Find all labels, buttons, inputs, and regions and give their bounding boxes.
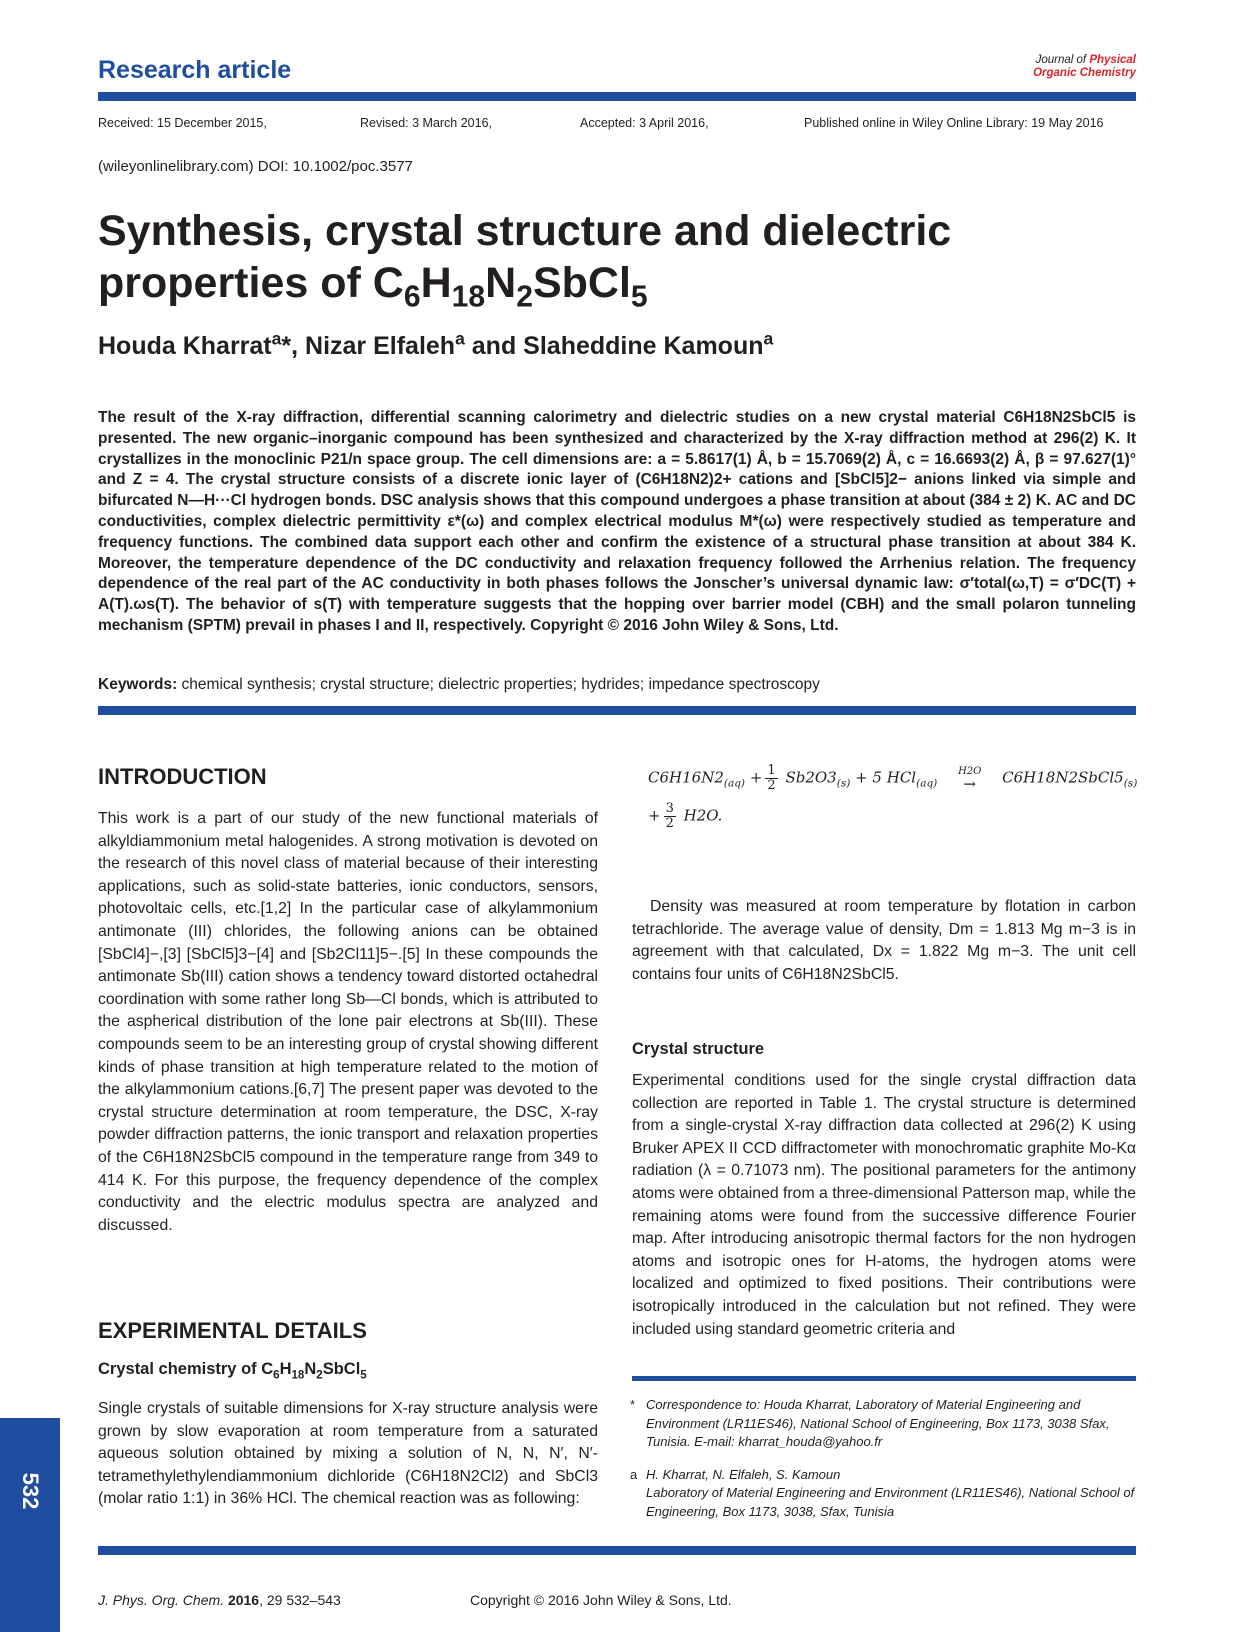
abstract: The result of the X-ray diffraction, differential scanning calorimetry and dielectric studies on a new crystal material C6H18N2SbCl5 is presented. The new organic–inorganic compound has been synthesized and characterized by the X-ray diffraction method at 296(2) K. It crystallizes in the monoclinic P21/n space group. The cell dimensions are: a = 5.8617(1) Å, b = 15.7069(2) Å, c = 16.6693(2) Å, β = 97.627(1)° and Z = 4. The crystal structure consists of a discrete ionic layer of (C6H18N2)2+ cations and [SbCl5]2− anions linked via simple and bifurcated N—H···Cl hydrogen bonds. DSC analysis shows that this compound undergoes a phase transition at about (384 ± 2) K. AC and DC conductivities, complex dielectric permittivity ε*(ω) and complex electrical modulus M*(ω) were respectively studied as temperature and frequency functions. The combined data support each other and confirm the existence of a structural phase transition at about 384 K. Moreover, the temperature dependence of the DC conductivity and relaxation frequency followed the Arrhenius relation. The frequency dependence of the real part of the AC conductivity in both phases follows the Jonscher’s universal dynamic law: σ′total(ω,T) = σ′DC(T) + A(T).ωs(T). The behavior of s(T) with temperature suggests that the hopping over barrier model (CBH) and the small polaron tunneling mechanism (SPTM) prevail in phases I and II, respectively. Copyright © 2016 John Wiley & Sons, Ltd. bbox=[98, 409, 1136, 634]
author-1: Houda Kharrat bbox=[98, 332, 272, 360]
eq-hcl: + 5 HCl bbox=[855, 768, 917, 787]
corresponding-mark: * bbox=[281, 332, 292, 360]
eq-reactant1: C6H16N2 bbox=[648, 768, 724, 787]
abstract-rule bbox=[98, 706, 1136, 715]
affiliation-note bbox=[630, 1466, 1136, 1522]
keywords-label: Keywords: bbox=[98, 676, 178, 693]
eq-arrow-symbol: → bbox=[963, 774, 976, 793]
citation-journal: J. Phys. Org. Chem. bbox=[98, 1592, 225, 1608]
eq-s: (s) bbox=[836, 777, 851, 790]
journal-logo bbox=[1000, 54, 1136, 80]
footnote-affil-text: Laboratory of Material Engineering and Environment (LR11ES46), National School of Engineering, Box 1173, 3038, Sfax, Tunisia bbox=[646, 1485, 1135, 1519]
accepted-date: Accepted: 3 April 2016, bbox=[580, 116, 709, 130]
author-3: Slaheddine Kamoun bbox=[523, 332, 764, 360]
footnote-a-label: a bbox=[630, 1466, 638, 1482]
eq-sb2o3: Sb2O3 bbox=[785, 768, 837, 787]
paper-title bbox=[98, 205, 1138, 314]
eq-plus: + bbox=[648, 806, 661, 825]
footnotes bbox=[630, 1396, 1136, 1521]
density-text: Density was measured at room temperature by flotation in carbon tetrachloride. The average value of density, Dm = 1.813 Mg m−3 is in agreement with that calculated, Dx = 1.822 Mg m−3. The unit cell contains four units of C6H18N2SbCl5. bbox=[632, 898, 1136, 983]
eq-three-num: 3 bbox=[665, 801, 674, 816]
equation-line1: $C6H16N2_{(aq)}$ + $\frac{1}{2}$ $Sb2O3_{(s)} + 5$ HCl$_{(aq)}$ H2O → $C6H18N2SbCl5_{(s)}$ bbox=[648, 763, 1138, 793]
logo-line1-a: Journal of bbox=[1035, 54, 1090, 66]
author-1-affil: a bbox=[271, 328, 282, 349]
keywords bbox=[98, 676, 820, 694]
title-line1: Synthesis, crystal structure and dielectric bbox=[98, 207, 952, 255]
revised-date: Revised: 3 March 2016, bbox=[360, 116, 493, 130]
page-tab bbox=[0, 1418, 60, 1632]
footnote-rule bbox=[632, 1376, 1136, 1381]
eq-s-2: (s) bbox=[1123, 777, 1138, 790]
header-rule bbox=[98, 92, 1136, 101]
eq-arrow bbox=[958, 767, 981, 791]
eq-product: C6H18N2SbCl5 bbox=[1002, 768, 1124, 787]
eq-aq-2: (aq) bbox=[916, 777, 938, 790]
footer-copyright: Copyright © 2016 John Wiley & Sons, Ltd. bbox=[470, 1592, 732, 1608]
eq-three-den: 2 bbox=[665, 816, 674, 831]
eq-arrow-label: H2O bbox=[958, 765, 982, 777]
section-label: Research article bbox=[98, 56, 292, 84]
author-list: Houda Kharrat$^a$*, Nizar Elfaleh$^a$ and Slaheddine Kamoun$^a$ bbox=[98, 328, 774, 360]
author-3-affil: a bbox=[763, 328, 774, 349]
experimental-heading: EXPERIMENTAL DETAILS bbox=[98, 1318, 367, 1343]
intro-text: This work is a part of our study of the new functional materials of alkyldiammonium metal halogenides. A strong motivation is devoted on the research of this novel class of material because of their interesting applications, such as solid-state batteries, ionic conductors, sensors, photovoltaic cells, etc.[1,2] In the particular case of alkylammonium antimonate (III) chlorides, the following anions can be obtained [SbCl4]−,[3] [SbCl5]3−[4] and [Sb2Cl11]5−.[5] In these compounds the antimonate Sb(III) cation shows a tendency toward distorted octahedral coordination with some rather long Sb—Cl bonds, which is attributed to the aspherical distribution of the lone pair electrons at Sb(III). These compounds seem to be an interesting group of crystal showing different kinds of phase transition at high temperature related to the motion of the alkylammonium cations.[6,7] The present paper was devoted to the crystal structure determination at room temperature, the DSC, X-ray powder diffraction patterns, the ionic transport and relaxation properties of the C6H18N2SbCl5 compound in the temperature range from 349 to 414 K. For this purpose, the frequency dependence of the complex conductivity and the electric modulus spectra are analyzed and discussed. bbox=[98, 810, 598, 1234]
eq-aq: (aq) bbox=[723, 777, 746, 790]
experimental-text: Single crystals of suitable dimensions for X-ray structure analysis were grown by slow evaporation at room temperature from a saturated aqueous solution obtained by mixing a solution of N, N, N′, N′-tetramethylethylendiammonium dichloride (C6H18N2Cl2) and SbCl3 (molar ratio 1:1) in 36% HCl. The chemical reaction was as following: bbox=[98, 1400, 598, 1508]
equation-line2 bbox=[648, 802, 722, 831]
doi-line: (wileyonlinelibrary.com) DOI: 10.1002/poc.3577 bbox=[98, 158, 413, 175]
citation-rest: , 29 532–543 bbox=[259, 1592, 341, 1608]
keywords-text: chemical synthesis; crystal structure; dielectric properties; hydrides; impedance spectroscopy bbox=[177, 676, 820, 693]
eq-half-fraction bbox=[765, 764, 777, 793]
author-2: Nizar Elfaleh bbox=[305, 332, 456, 360]
crystal-structure-heading: Crystal structure bbox=[632, 1040, 765, 1058]
footnote-correspondence: Correspondence to: Houda Kharrat, Laboratory of Material Engineering and Environment (LR11ES46), National School of Engineering, Box 1173, 3038 Sfax, Tunisia. E-mail: kharrat_houda@yahoo.fr bbox=[646, 1397, 1110, 1449]
crystal-structure-text: Experimental conditions used for the single crystal diffraction data collection are reported in Table 1. The crystal structure is determined from a single-crystal X-ray diffraction data collected at 296(2) K using Bruker APEX II CCD diffractometer with monochromatic graphite Mo-Kα radiation (λ = 0.71073 nm). The positional parameters for the antimony atoms were obtained from a three-dimensional Patterson map, while the remaining atoms were found from the successive difference Fourier map. After introducing anisotropic thermal factors for the non hydrogen atoms and isotropic ones for H-atoms, the hydrogen atoms were localized and optimized to fixed positions. Their contributions were isotropically introduced in the calculation but not refined. They were included using standard geometric criteria and bbox=[632, 1072, 1137, 1338]
logo-line2: Organic Chemistry bbox=[1033, 67, 1136, 79]
correspondence-note bbox=[630, 1396, 1136, 1452]
citation bbox=[98, 1592, 341, 1608]
eq-half-num: 1 bbox=[767, 763, 776, 778]
citation-year: 2016 bbox=[227, 1592, 260, 1608]
intro-heading: INTRODUCTION bbox=[98, 764, 267, 789]
published-date: Published online in Wiley Online Library: 19 May 2016 bbox=[804, 116, 1104, 130]
logo-line1-b: Physical bbox=[1089, 54, 1136, 66]
author-and: and bbox=[471, 332, 517, 360]
title-prefix: properties of bbox=[98, 259, 373, 307]
author-2-affil: a bbox=[455, 328, 465, 349]
footnote-affil-names: H. Kharrat, N. Elfaleh, S. Kamoun bbox=[646, 1466, 841, 1482]
eq-half-den: 2 bbox=[767, 778, 776, 793]
title-formula: $C_6H_{18}N_2SbCl_5$ bbox=[372, 259, 648, 314]
experimental-subheading: Crystal chemistry of $C_6H_{18}N_2SbCl_5$ bbox=[98, 1360, 367, 1382]
eq-three-half-fraction bbox=[664, 802, 676, 831]
reaction-equation bbox=[648, 762, 1138, 842]
eq-water: H2O. bbox=[683, 806, 723, 825]
footnote-star: * bbox=[630, 1397, 636, 1412]
title-line2 bbox=[98, 257, 1138, 314]
footer-rule bbox=[98, 1546, 1136, 1555]
page-number: 532 bbox=[18, 1472, 43, 1510]
received-date: Received: 15 December 2015, bbox=[98, 116, 267, 130]
